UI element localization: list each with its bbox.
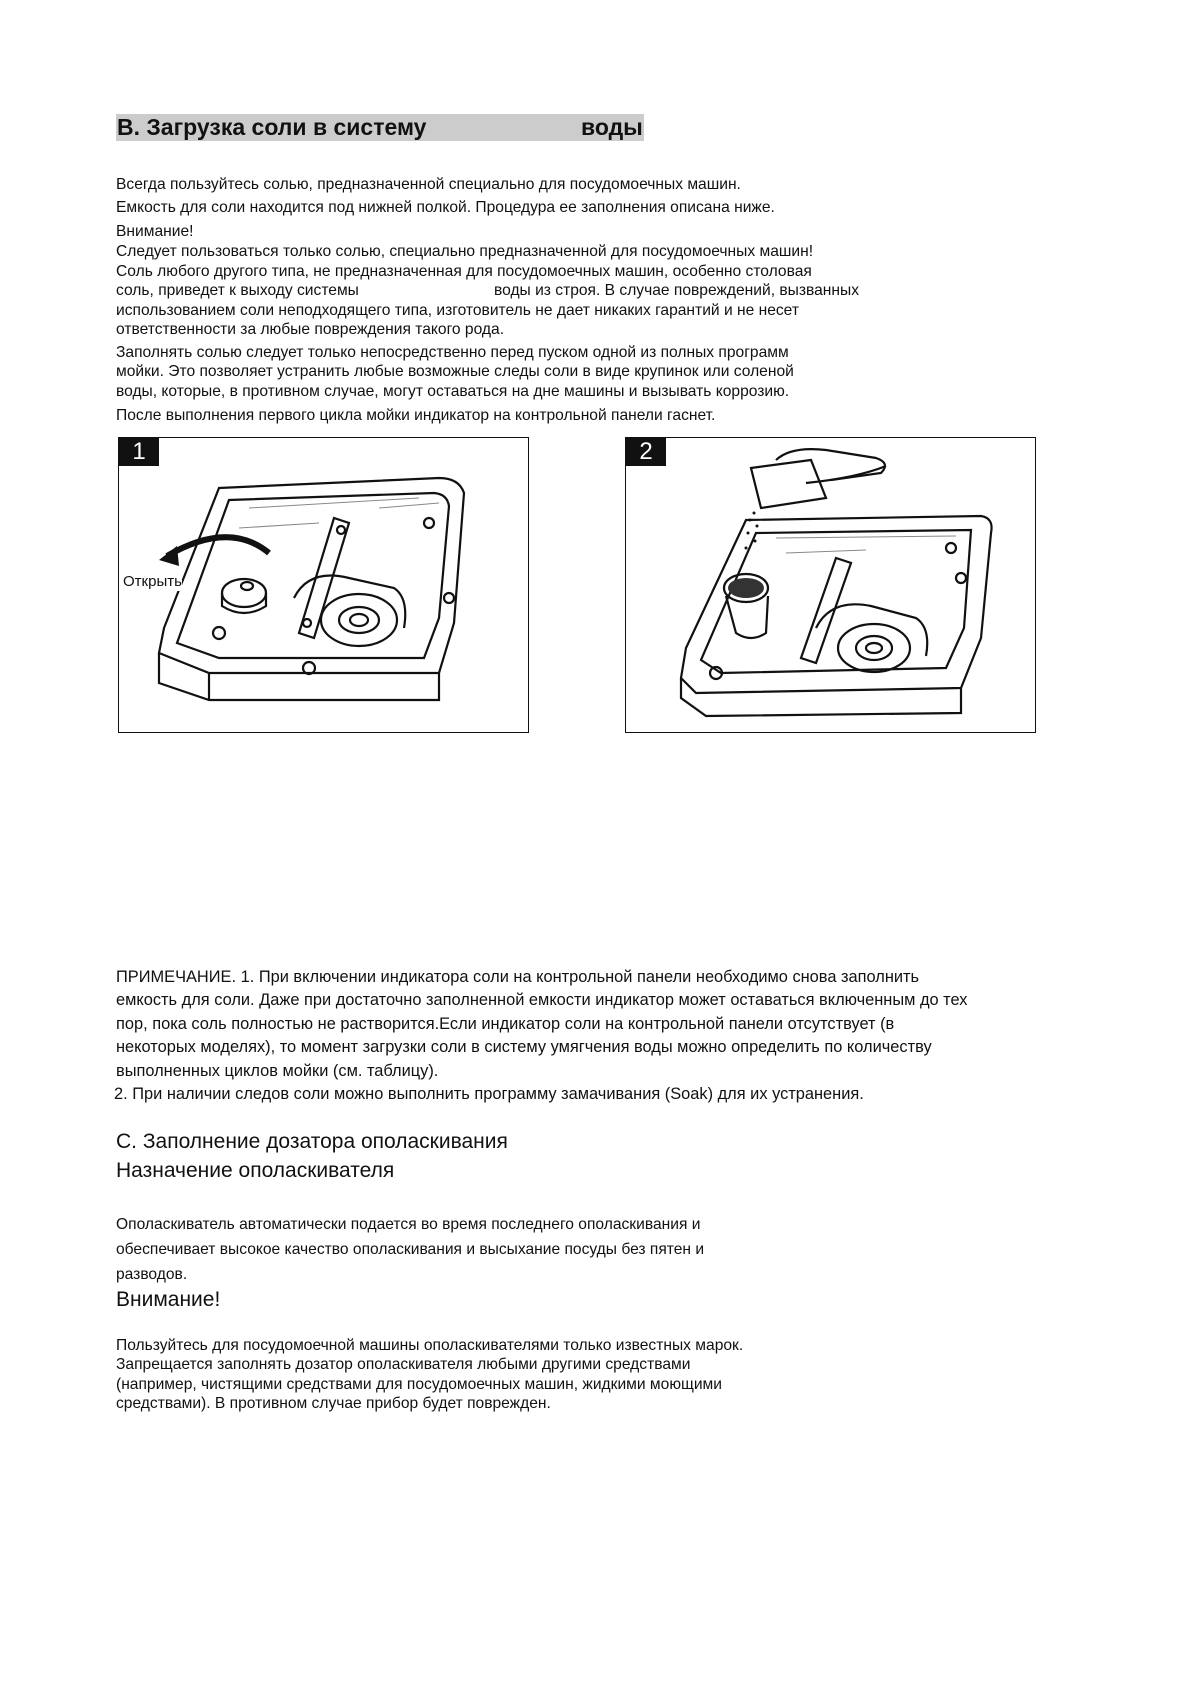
intro-line-1: Всегда пользуйтесь солью, предназначенной специально для посудомоечных машин. bbox=[116, 176, 741, 193]
attention-line: Заполнять солью следует только непосредственно перед пуском одной из полных программ bbox=[116, 344, 789, 361]
intro-line-2: Емкость для соли находится под нижней полкой. Процедура ее заполнения описана ниже. bbox=[116, 199, 775, 216]
attention-line: Следует пользоваться только солью, специально предназначенной для посудомоечных машин! bbox=[116, 243, 814, 260]
section-b-title-part2: воды bbox=[581, 114, 643, 140]
section-c-para-line: Ополаскиватель автоматически подается во время последнего ополаскивания и bbox=[116, 1216, 701, 1233]
figure-2 bbox=[625, 437, 1036, 733]
warning-line: (например, чистящими средствами для посудомоечных машин, жидкими моющими bbox=[116, 1376, 722, 1393]
figure-2-number: 2 bbox=[626, 438, 666, 466]
note-item-2: 2. При наличии следов соли можно выполнить программу замачивания (Soak) для их устранения. bbox=[114, 1085, 864, 1103]
attention-line: мойки. Это позволяет устранить любые возможные следы соли в виде крупинок или соленой bbox=[116, 363, 794, 380]
note-line: емкость для соли. Даже при достаточно заполненной емкости индикатор может оставаться включенным до тех bbox=[116, 991, 968, 1009]
section-c-attention-label: Внимание! bbox=[116, 1288, 221, 1311]
section-c-para-line: разводов. bbox=[116, 1266, 188, 1283]
section-c-title: C. Заполнение дозатора ополаскивания bbox=[116, 1130, 508, 1153]
note-line: некоторых моделях), то момент загрузки соли в систему умягчения воды можно определить по количеству bbox=[116, 1038, 932, 1056]
note-line: выполненных циклов мойки (см. таблицу). bbox=[116, 1062, 439, 1080]
section-c-para-line: обеспечивает высокое качество ополаскивания и высыхание посуды без пятен и bbox=[116, 1241, 705, 1258]
figure-1 bbox=[118, 437, 529, 733]
warning-line: Пользуйтесь для посудомоечной машины ополаскивателями только известных марок. bbox=[116, 1337, 744, 1354]
attention-after: После выполнения первого цикла мойки индикатор на контрольной панели гаснет. bbox=[116, 407, 716, 424]
attention-line: воды из строя. В случае повреждений, вызванных bbox=[494, 282, 860, 299]
attention-line: использованием соли неподходящего типа, изготовитель не дает никаких гарантий и не несет bbox=[116, 302, 799, 319]
figure-2-illustration bbox=[626, 438, 1034, 731]
attention-line: ответственности за любые повреждения такого рода. bbox=[116, 321, 505, 338]
figure-1-open-label: Открыть bbox=[123, 573, 182, 590]
attention-line: Соль любого другого типа, не предназначенная для посудомоечных машин, особенно столовая bbox=[116, 263, 812, 280]
figure-1-number: 1 bbox=[119, 438, 159, 466]
attention-label: Внимание! bbox=[116, 223, 194, 240]
note-line: ПРИМЕЧАНИЕ. 1. При включении индикатора соли на контрольной панели необходимо снова заполнить bbox=[116, 968, 920, 986]
note-line: пор, пока соль полностью не растворится.Если индикатор соли на контрольной панели отсутствует (в bbox=[116, 1015, 895, 1033]
section-b-title-part1: B. Загрузка соли в систему bbox=[117, 114, 427, 140]
attention-line: воды, которые, в противном случае, могут оставаться на дне машины и вызывать коррозию. bbox=[116, 383, 790, 400]
attention-line: соль, приведет к выходу системы bbox=[116, 282, 359, 299]
section-c-subtitle: Назначение ополаскивателя bbox=[116, 1159, 395, 1182]
warning-line: средствами). В противном случае прибор будет поврежден. bbox=[116, 1395, 551, 1412]
warning-line: Запрещается заполнять дозатор ополаскивателя любыми другими средствами bbox=[116, 1356, 691, 1373]
section-b-heading bbox=[116, 114, 644, 141]
